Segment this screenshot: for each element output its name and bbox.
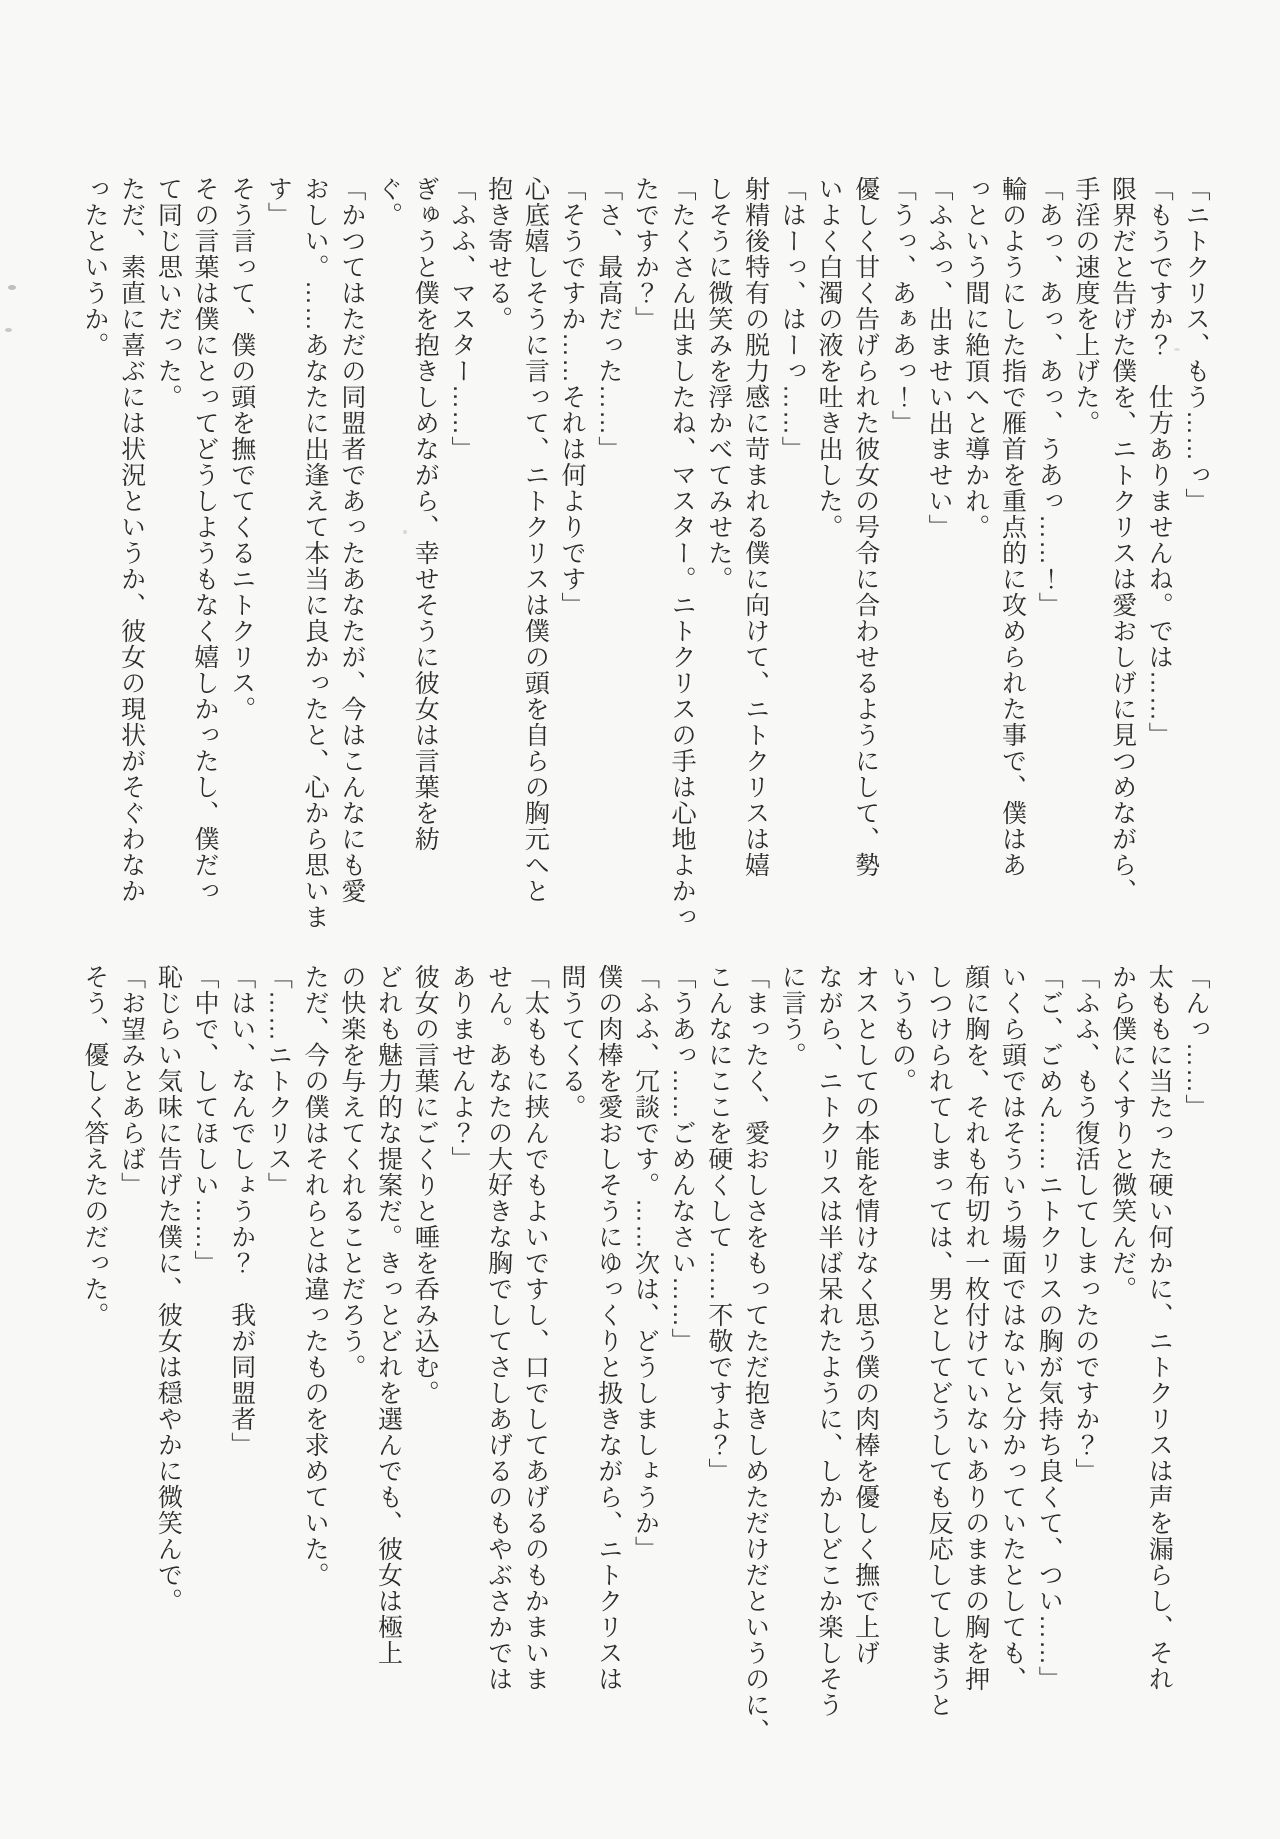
text-column: 「まったく、愛おしさをもってただ抱きしめただけだというのに、 [741,964,770,1744]
text-column: 「ふふ、冗談です。……次は、どうしましょうか」 [631,964,660,1562]
text-column: す」 [264,176,293,228]
scan-speck [5,328,12,332]
text-column: 「うっ、あぁあっ！」 [888,176,917,436]
text-column: 「んっ……」 [1182,964,1210,1120]
text-column: ったというか。 [80,176,109,358]
text-column: 射精後特有の脱力感に苛まれる僕に向けて、ニトクリスは嬉 [741,176,770,878]
text-column: 「中で、してほしい……」 [191,964,220,1276]
text-column: 太ももに当たった硬い何かに、ニトクリスは声を漏らし、それ [1145,964,1174,1692]
text-column: 「そうですか……それは何よりです」 [558,176,587,618]
text-column: そう言って、僕の頭を撫でてくるニトクリス。 [227,176,256,722]
lower-text-block [76,964,1214,1744]
text-column: 「かつてはただの同盟者であったあなたが、今はこんなにも愛 [337,176,366,904]
text-column: 「たくさん出ましたね、マスター。ニトクリスの手は心地よかっ [668,176,697,930]
text-column: 「あっ、あっ、あっ、うあっ……！」 [1035,176,1064,618]
scan-speck [403,530,407,534]
text-column: の快楽を与えてくれることだろう。 [337,964,366,1380]
text-column: どれも魅力的な提案だ。きっとどれを選んでも、彼女は極上 [374,964,403,1666]
text-column: ぎゅうと僕を抱きしめながら、幸せそうに彼女は言葉を紡 [411,176,440,852]
text-column: 「ニトクリス、もう……っ」 [1182,176,1210,514]
text-column: 「さ、最高だった……」 [594,176,623,462]
text-column: っという間に絶頂へと導かれ。 [961,176,990,540]
text-column: たですか？」 [631,176,660,332]
text-column: 限界だと告げた僕を、ニトクリスは愛おしげに見つめながら、 [1108,176,1137,904]
text-column: いくら頭ではそういう場面ではないと分かっていたとしても、 [998,964,1027,1692]
text-column: ながら、ニトクリスは半ば呆れたように、しかしどこか楽しそう [814,964,843,1718]
text-column: ただ、今の僕はそれらとは違ったものを求めていた。 [301,964,330,1588]
text-column: 「はい、なんでしょうか？ 我が同盟者」 [227,964,256,1458]
text-column: その言葉は僕にとってどうしようもなく嬉しかったし、僕だっ [191,176,220,904]
text-column: 「はーっ、はーっ……」 [778,176,807,462]
text-column: 「太ももに挟んでもよいですし、口でしてあげるのもかまいま [521,964,550,1692]
text-column: しつけられてしまっては、男としてどうしても反応してしまうと [925,964,954,1718]
text-column: ただ、素直に喜ぶには状況というか、彼女の現状がそぐわなか [117,176,146,904]
text-column: 「ご、ごめん……ニトクリスの胸が気持ち良くて、つい……」 [1035,964,1064,1692]
text-column: 「もうですか？ 仕方ありませんね。では……」 [1145,176,1174,748]
upper-text-block [76,176,1214,934]
text-column: ありませんよ？」 [447,964,476,1172]
text-column: そう、優しく答えたのだった。 [80,964,109,1328]
text-column: 問うてくる。 [558,964,587,1120]
text-column: いよく白濁の液を吐き出した。 [814,176,843,540]
text-column: こんなにここを硬くして……不敬ですよ？」 [704,964,733,1484]
text-column: 抱き寄せる。 [484,176,513,332]
scan-speck [1174,348,1180,351]
text-column: て同じ思いだった。 [154,176,183,410]
text-column: に言う。 [778,964,807,1068]
text-column: 顔に胸を、それも布切れ一枚付けていないありのままの胸を押 [961,964,990,1692]
scan-speck [8,285,16,290]
text-column: 「お望みとあらば」 [117,964,146,1198]
text-column: しそうに微笑みを浮かべてみせた。 [704,176,733,592]
text-column: 「……ニトクリス」 [264,964,293,1198]
text-column: いうもの。 [888,964,917,1094]
text-column: 心底嬉しそうに言って、ニトクリスは僕の頭を自らの胸元へと [521,176,550,904]
text-column: 優しく甘く告げられた彼女の号令に合わせるようにして、勢 [851,176,880,878]
text-column: 彼女の言葉にごくりと唾を呑み込む。 [411,964,440,1406]
text-column: ぐ。 [374,176,403,228]
text-column: せん。あなたの大好きな胸でしてさしあげるのもやぶさかでは [484,964,513,1692]
text-column: 「ふふっ、出ませい出ませい」 [925,176,954,540]
text-column: 恥じらい気味に告げた僕に、彼女は穏やかに微笑んで。 [154,964,183,1614]
text-column: 輪のようにした指で雁首を重点的に攻められた事で、僕はあ [998,176,1027,878]
text-column: 「ふふ、もう復活してしまったのですか？」 [1071,964,1100,1484]
text-column: 手淫の速度を上げた。 [1071,176,1100,436]
text-column: おしい。……あなたに出逢えて本当に良かったと、心から思いま [301,176,330,930]
text-column: 「うあっ……ごめんなさい……」 [668,964,697,1354]
text-column: オスとしての本能を情けなく思う僕の肉棒を優しく撫で上げ [851,964,880,1666]
text-column: 「ふふ、マスター……」 [447,176,476,462]
text-column: から僕にくすりと微笑んだ。 [1108,964,1137,1302]
text-column: 僕の肉棒を愛おしそうにゆっくりと扱きながら、ニトクリスは [594,964,623,1692]
